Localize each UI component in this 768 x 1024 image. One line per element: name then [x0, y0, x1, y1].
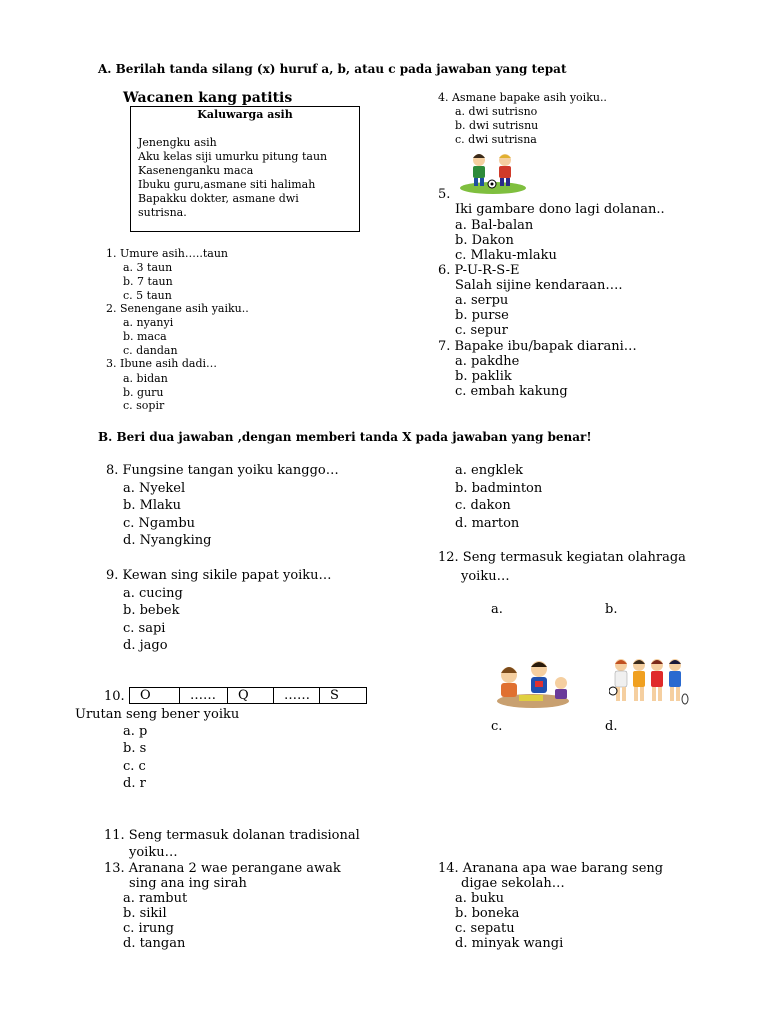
option[interactable]: b. guru	[123, 386, 164, 399]
question-9: 9. Kewan sing sikile papat yoiku…	[106, 568, 332, 583]
question-12: 12. Seng termasuk kegiatan olahraga	[438, 550, 686, 565]
sequence-cell: ……	[274, 688, 320, 703]
question-8: 8. Fungsine tangan yoiku kanggo…	[106, 463, 339, 478]
story-box	[130, 106, 360, 232]
sequence-table	[129, 687, 367, 704]
question-4: 4. Asmane bapake asih yoiku..	[438, 91, 607, 104]
question-3: 3. Ibune asih dadi…	[106, 357, 218, 370]
option[interactable]: d. marton	[455, 516, 520, 531]
option[interactable]: a. dwi sutrisno	[455, 105, 538, 118]
option[interactable]: c. Mlaku-mlaku	[455, 248, 557, 263]
question-6: 6. P-U-R-S-E	[438, 263, 520, 278]
option[interactable]: c. embah kakung	[455, 384, 568, 399]
story-title: Kaluwarga asih	[197, 108, 293, 121]
option[interactable]: b. Dakon	[455, 233, 514, 248]
sequence-cell: ……	[180, 688, 228, 703]
option[interactable]: b. maca	[123, 330, 167, 343]
option[interactable]: d. Nyangking	[123, 533, 212, 548]
option[interactable]: a. nyanyi	[123, 316, 174, 329]
sequence-cell: S	[330, 688, 339, 703]
image-label-c[interactable]: c.	[491, 719, 503, 734]
option[interactable]: a. buku	[455, 891, 504, 906]
option[interactable]: a. p	[123, 724, 148, 739]
option[interactable]: b. bebek	[123, 603, 180, 618]
option[interactable]: c. dandan	[123, 344, 178, 357]
question-1: 1. Umure asih…..taun	[106, 247, 228, 260]
question-12-cont: yoiku…	[461, 569, 510, 584]
question-6-text: Salah sijine kendaraan….	[455, 278, 623, 293]
sequence-cell: O	[130, 688, 180, 703]
question-5: Iki gambare dono lagi dolanan..	[455, 202, 665, 217]
story-line: Bapakku dokter, asmane dwi	[138, 192, 299, 205]
question-5-number: 5.	[438, 187, 451, 202]
option[interactable]: d. r	[123, 776, 146, 791]
question-14-cont: digae sekolah…	[461, 876, 565, 891]
option[interactable]: a. bidan	[123, 372, 168, 385]
option[interactable]: b. dwi sutrisnu	[455, 119, 539, 132]
story-line: Kasenenganku maca	[138, 164, 254, 177]
image-label-d[interactable]: d.	[605, 719, 618, 734]
option[interactable]: a. serpu	[455, 293, 509, 308]
question-10-number: 10.	[104, 689, 125, 704]
option[interactable]: c. sopir	[123, 399, 165, 412]
question-13-cont: sing ana ing sirah	[129, 876, 247, 891]
option[interactable]: d. minyak wangi	[455, 936, 564, 951]
kids-football-image	[459, 150, 527, 194]
option[interactable]: a. engklek	[455, 463, 524, 478]
question-7: 7. Bapake ibu/bapak diarani…	[438, 339, 637, 354]
image-label-b[interactable]: b.	[605, 602, 618, 617]
option[interactable]: c. irung	[123, 921, 174, 936]
option[interactable]: b. boneka	[455, 906, 520, 921]
question-13: 13. Aranana 2 wae perangane awak	[104, 861, 341, 876]
option[interactable]: c. Ngambu	[123, 516, 196, 531]
option[interactable]: a. 3 taun	[123, 261, 173, 274]
option[interactable]: c. sepatu	[455, 921, 515, 936]
reading-title: Wacanen kang patitis	[123, 90, 293, 106]
question-11: 11. Seng termasuk dolanan tradisional	[104, 828, 360, 843]
option[interactable]: c. c	[123, 759, 146, 774]
story-line: sutrisna.	[138, 206, 187, 219]
option[interactable]: b. 7 taun	[123, 275, 173, 288]
option[interactable]: a. pakdhe	[455, 354, 520, 369]
option[interactable]: b. badminton	[455, 481, 543, 496]
section-b-heading: B. Beri dua jawaban ,dengan memberi tanda X pada jawaban yang benar!	[98, 430, 592, 444]
question-14: 14. Aranana apa wae barang seng	[438, 861, 664, 876]
story-line: Jenengku asih	[138, 136, 217, 149]
option[interactable]: c. dwi sutrisna	[455, 133, 537, 146]
option[interactable]: b. sikil	[123, 906, 167, 921]
children-playing-image	[491, 657, 575, 709]
story-line: Aku kelas siji umurku pitung taun	[138, 150, 328, 163]
option[interactable]: a. cucing	[123, 586, 183, 601]
question-10: Urutan seng bener yoiku	[75, 707, 240, 722]
option[interactable]: a. Nyekel	[123, 481, 186, 496]
section-a-heading: A. Berilah tanda silang (x) huruf a, b, atau c pada jawaban yang tepat	[98, 62, 567, 76]
question-11-cont: yoiku…	[129, 845, 178, 860]
option[interactable]: c. sapi	[123, 621, 166, 636]
story-line: Ibuku guru,asmane siti halimah	[138, 178, 316, 191]
kids-sports-image	[609, 655, 689, 713]
option[interactable]: b. purse	[455, 308, 509, 323]
question-2: 2. Senengane asih yaiku..	[106, 302, 249, 315]
option[interactable]: c. dakon	[455, 498, 511, 513]
image-label-a[interactable]: a.	[491, 602, 503, 617]
option[interactable]: b. Mlaku	[123, 498, 182, 513]
option[interactable]: b. paklik	[455, 369, 512, 384]
option[interactable]: d. tangan	[123, 936, 186, 951]
option[interactable]: b. s	[123, 741, 147, 756]
option[interactable]: a. rambut	[123, 891, 188, 906]
option[interactable]: c. sepur	[455, 323, 508, 338]
option[interactable]: c. 5 taun	[123, 289, 172, 302]
sequence-cell: Q	[228, 688, 274, 703]
option[interactable]: a. Bal-balan	[455, 218, 534, 233]
option[interactable]: d. jago	[123, 638, 168, 653]
